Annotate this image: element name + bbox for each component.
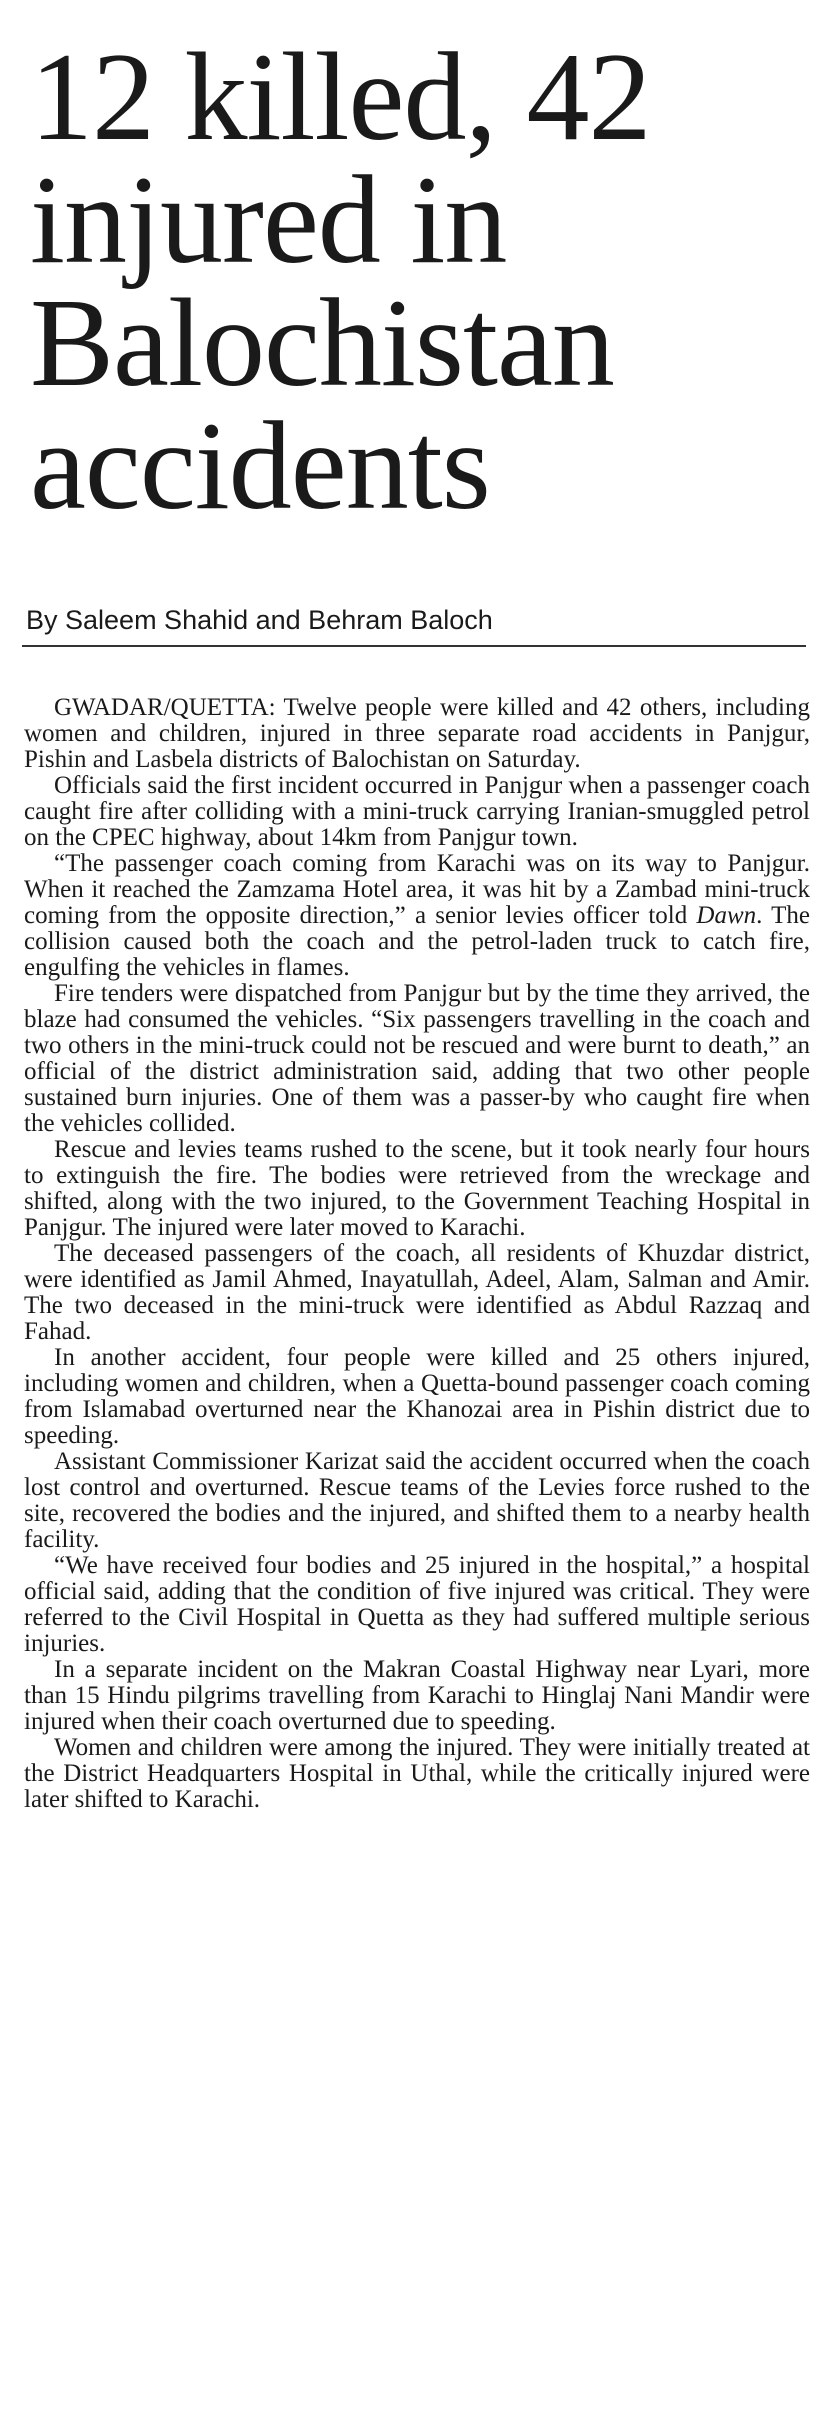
- article-paragraph: [24, 851, 810, 981]
- paragraph-text: . The collision caused both the coach and the petrol-laden truck to catch fire, engulfing the vehicles in flames.: [24, 902, 811, 981]
- article-paragraph: Women and children were among the injured. They were initially treated at the District Headquarters Hospital in Uthal, while the critically injured were later shifted to Karachi.: [24, 1734, 810, 1813]
- paragraph-text: “The passenger coach coming from Karachi was on its way to Panjgur. When it reached the Zamzama Hotel area, it was hit by a Zambad mini-truck coming from the opposite direction,” a senior levies officer told: [24, 850, 810, 929]
- article-paragraph: In a separate incident on the Makran Coastal Highway near Lyari, more than 15 Hindu pilgrims travelling from Karachi to Hinglaj Nani Mandir were injured when their coach overturned due to speeding.: [24, 1656, 810, 1735]
- byline-divider: [22, 645, 806, 647]
- article-paragraph: “We have received four bodies and 25 injured in the hospital,” a hospital official said, adding that the condition of five injured was critical. They were referred to the Civil Hospital in Quetta as they had suffered multiple serious injuries.: [24, 1552, 810, 1657]
- article-paragraph: Officials said the first incident occurred in Panjgur when a passenger coach caught fire after colliding with a mini-truck carrying Iranian-smuggled petrol on the CPEC highway, about 14km from Panjgur town.: [24, 772, 810, 851]
- article-paragraph: Fire tenders were dispatched from Panjgur but by the time they arrived, the blaze had consumed the vehicles. “Six passengers travelling in the coach and two others in the mini-truck could not be rescued and were burnt to death,” an official of the district administration said, adding that two other people sustained burn injuries. One of them was a passer-by who caught fire when the vehicles collided.: [24, 980, 810, 1137]
- headline-line: Balochistan: [30, 274, 614, 413]
- headline-line: injured in: [30, 151, 507, 290]
- article-paragraph: GWADAR/QUETTA: Twelve people were killed and 42 others, including women and children, injured in three separate road accidents in Panjgur, Pishin and Lasbela districts of Balochistan on Saturday.: [24, 694, 810, 773]
- newspaper-name: Dawn: [696, 902, 757, 929]
- article-paragraph: In another accident, four people were killed and 25 others injured, including women and children, when a Quetta-bound passenger coach coming from Islamabad overturned near the Khanozai area in Pishin district due to speeding.: [24, 1344, 810, 1449]
- headline-line: accidents: [30, 397, 490, 536]
- article-paragraph: Assistant Commissioner Karizat said the accident occurred when the coach lost control and overturned. Rescue teams of the Levies force rushed to the site, recovered the bodies and the injured, and shifted them to a nearby health facility.: [24, 1448, 810, 1553]
- byline: By Saleem Shahid and Behram Baloch: [26, 605, 493, 635]
- headline: [30, 28, 820, 536]
- article-body: [24, 695, 810, 1813]
- article-paragraph: Rescue and levies teams rushed to the scene, but it took nearly four hours to extinguish the fire. The bodies were retrieved from the wreckage and shifted, along with the two injured, to the Government Teaching Hospital in Panjgur. The injured were later moved to Karachi.: [24, 1136, 810, 1241]
- headline-line: 12 killed, 42: [30, 28, 651, 167]
- article-paragraph: The deceased passengers of the coach, all residents of Khuzdar district, were identified as Jamil Ahmed, Inayatullah, Adeel, Alam, Salman and Amir. The two deceased in the mini-truck were identified as Abdul Razzaq and Fahad.: [24, 1240, 810, 1345]
